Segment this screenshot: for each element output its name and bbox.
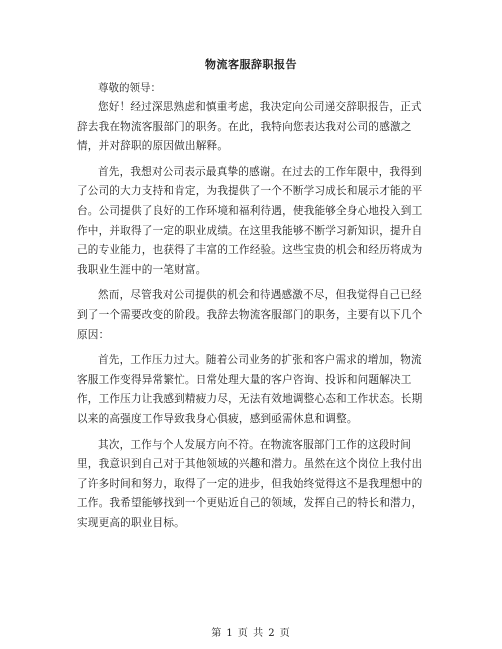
paragraph-1: 您好！经过深思熟虑和慎重考虑，我决定向公司递交辞职报告，正式辞去我在物流客服部门的职务。在此，我特向您表达我对公司的感激之情，并对辞职的原因做出解释。 <box>77 101 422 153</box>
page-number: 第 1 页 共 2 页 <box>211 628 291 639</box>
paragraph-3: 然而，尽管我对公司提供的机会和待遇感激不尽，但我觉得自己已经到了一个需要改变的阶段。我辞去物流客服部门的职务，主要有以下几个原因： <box>77 289 423 341</box>
paragraph-5: 其次，工作与个人发展方向不符。在物流客服部门工作的这段时间里，我意识到自己对于其他领域的兴趣和潜力。虽然在这个岗位上我付出了许多时间和努力，取得了一定的进步，但我始终觉得这不是我理想中的工作。我希望能够找到一个更贴近自己的领域，发挥自己的特长和潜力，实现更高的职业目标。 <box>77 438 423 529</box>
document-body <box>77 98 425 539</box>
salutation: 尊敬的领导： <box>98 82 161 94</box>
paragraph-2: 首先，我想对公司表示最真挚的感谢。在过去的工作年限中，我得到了公司的大力支持和肯定，为我提供了一个不断学习成长和展示才能的平台。公司提供了良好的工作环境和福利待遇，使我能够全身心地投入到工作中，并取得了一定的职业成绩。在这里我能够不断学习新知识，提升自己的专业能力，也获得了丰富的工作经验。这些宝贵的机会和经历将成为我职业生涯中的一笔财富。 <box>77 165 423 276</box>
document-title: 物流客服辞职报告 <box>205 58 297 71</box>
paragraph-4: 首先，工作压力过大。随着公司业务的扩张和客户需求的增加，物流客服工作变得异常繁忙。日常处理大量的客户咨询、投诉和问题解决工作，工作压力让我感到精疲力尽，无法有效地调整心态和工作状态。长期以来的高强度工作导致我身心俱疲，感到亟需休息和调整。 <box>77 354 423 425</box>
